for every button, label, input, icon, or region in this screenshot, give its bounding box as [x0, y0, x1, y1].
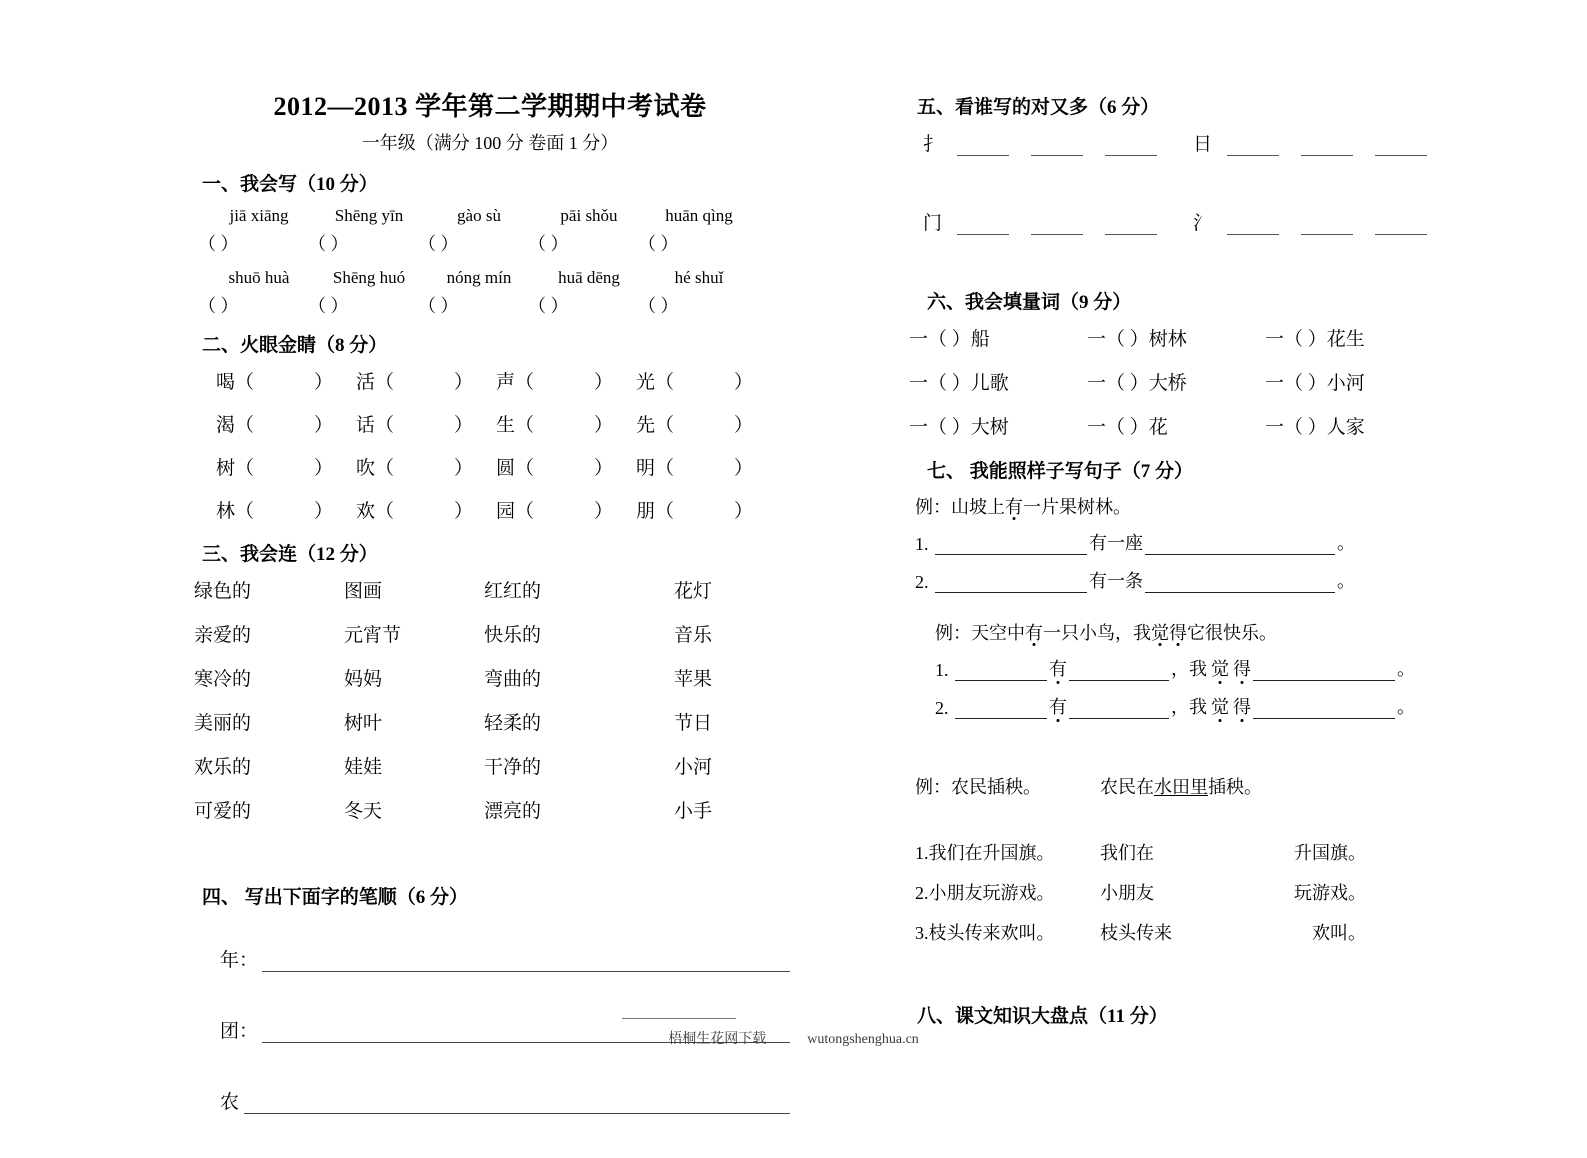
measure-word-item[interactable]: 一（ ）船: [909, 329, 990, 350]
section-6-grid: [905, 324, 1465, 439]
bracket-close: ）: [454, 458, 474, 479]
answer-bracket[interactable]: （ ）: [638, 234, 679, 254]
section-3-grid: [190, 576, 790, 823]
table-row: [194, 796, 790, 823]
char-label: 朋（: [636, 501, 675, 522]
radical-blank[interactable]: [1375, 139, 1427, 156]
match-word[interactable]: 亲爱的: [194, 625, 252, 646]
char-cell[interactable]: [216, 367, 356, 394]
example-text: 一只小鸟，我: [1043, 623, 1151, 643]
table-row: [909, 368, 1465, 395]
match-word[interactable]: 可爱的: [194, 801, 252, 822]
answer-blank[interactable]: [1069, 699, 1169, 719]
period: 。: [1397, 697, 1415, 717]
match-word[interactable]: 节日: [674, 713, 713, 734]
char-label: 圆（: [496, 458, 535, 479]
footer-divider: [622, 1018, 736, 1019]
pinyin-cell: gào sù: [457, 206, 501, 225]
bracket-close: ）: [594, 372, 614, 393]
page-title: 2012—2013 学年第二学期期中考试卷: [273, 92, 707, 121]
pinyin-cell: hé shuǐ: [674, 268, 724, 287]
rewrite-area: [1100, 839, 1366, 865]
bracket-close: ）: [454, 415, 474, 436]
answer-blank[interactable]: [935, 535, 1087, 555]
stroke-char-label: 农: [220, 1092, 240, 1113]
fixed-text: ，我: [1171, 697, 1207, 717]
section-7-heading: 七、 我能照样子写句子（7 分）: [927, 461, 1194, 482]
emphasis-char: 觉: [1209, 693, 1231, 719]
section-1-heading: 一、我会写（10 分）: [202, 174, 378, 195]
right-column: [905, 92, 1465, 1038]
bracket-close: ）: [734, 501, 754, 522]
answer-row: [905, 879, 1465, 905]
radical-blank[interactable]: [957, 218, 1009, 235]
measure-word-item[interactable]: 一（ ）大树: [909, 417, 1009, 438]
radical-group: [1193, 208, 1463, 235]
match-word[interactable]: 冬天: [344, 801, 383, 822]
match-word[interactable]: 轻柔的: [484, 713, 542, 734]
match-word[interactable]: 寒冷的: [194, 669, 252, 690]
match-word[interactable]: 漂亮的: [484, 801, 542, 822]
measure-word-item[interactable]: 一（ ）人家: [1265, 417, 1365, 438]
stroke-char-label: 团：: [220, 1021, 259, 1042]
footer-site-name: 梧桐生花网下载: [668, 1032, 767, 1047]
char-cell[interactable]: [216, 410, 356, 437]
table-row: [216, 410, 790, 437]
bracket-close: ）: [314, 501, 334, 522]
fixed-text: 小朋友: [1100, 883, 1154, 903]
example-text: 农民在: [1100, 777, 1154, 797]
match-word[interactable]: 小河: [674, 757, 713, 778]
answer-blank[interactable]: [955, 699, 1047, 719]
rewrite-area: [1100, 919, 1366, 945]
underlined-phrase: 水田里: [1154, 777, 1208, 797]
char-cell[interactable]: [216, 453, 356, 480]
char-label: 喝（: [216, 372, 255, 393]
radical-label: 扌: [923, 134, 943, 155]
fixed-text: 有一条: [1089, 571, 1143, 591]
measure-word-item[interactable]: 一（ ）花生: [1265, 329, 1365, 350]
char-label: 声（: [496, 372, 535, 393]
fixed-text: 欢叫。: [1312, 923, 1366, 943]
bracket-close: ）: [734, 458, 754, 479]
spacer: [190, 840, 790, 882]
radical-group: [923, 208, 1193, 235]
radical-label: 氵: [1193, 213, 1213, 234]
example-rewrite: [1100, 773, 1262, 799]
pinyin-cell: Shēng yīn: [334, 206, 404, 225]
pinyin-cell: pāi shǒu: [560, 206, 618, 225]
section-4-heading: 四、 写出下面字的笔顺（6 分）: [202, 887, 469, 908]
answer-row: [905, 529, 1465, 555]
stroke-order-row: [220, 945, 790, 972]
match-word[interactable]: 美丽的: [194, 713, 252, 734]
char-cell[interactable]: [356, 496, 496, 523]
match-word[interactable]: 元宵节: [344, 625, 402, 646]
answer-bracket[interactable]: （ ）: [198, 234, 239, 254]
table-row: [216, 367, 790, 394]
match-word[interactable]: 花灯: [674, 581, 713, 602]
match-word[interactable]: 红红的: [484, 581, 542, 602]
fixed-text: 枝头传来: [1100, 923, 1172, 943]
char-cell[interactable]: [216, 496, 356, 523]
answer-row: [905, 567, 1465, 593]
answer-row: [905, 919, 1465, 945]
radical-group: [1193, 129, 1463, 156]
bracket-close: ）: [314, 372, 334, 393]
answer-blank[interactable]: [935, 573, 1087, 593]
spacer: [905, 959, 1465, 1001]
fixed-text: 有一座: [1089, 533, 1143, 553]
section-8-heading: 八、课文知识大盘点（11 分）: [917, 1006, 1168, 1027]
footer-site-url: wutongshenghua.cn: [807, 1032, 919, 1047]
table-row: [194, 708, 790, 735]
stroke-answer-line[interactable]: [244, 1093, 790, 1114]
answer-bracket[interactable]: （ ）: [198, 296, 239, 316]
item-number: 1.: [915, 534, 929, 554]
emphasis-char: 觉: [1151, 623, 1169, 643]
emphasis-char: 有: [1047, 693, 1069, 719]
answer-blank[interactable]: [1145, 535, 1335, 555]
answer-bracket[interactable]: （ ）: [638, 296, 679, 316]
radical-row: [923, 129, 1465, 156]
char-label: 明（: [636, 458, 675, 479]
char-cell[interactable]: [636, 496, 776, 523]
table-row: [194, 576, 790, 603]
char-label: 树（: [216, 458, 255, 479]
answer-row: [905, 839, 1465, 865]
bracket-close: ）: [454, 372, 474, 393]
measure-word-item[interactable]: 一（ ）小河: [1265, 373, 1365, 394]
radical-blank[interactable]: [1227, 218, 1279, 235]
match-word[interactable]: 树叶: [344, 713, 383, 734]
answer-row: [905, 655, 1465, 681]
radical-row: [923, 208, 1465, 235]
table-row: [194, 620, 790, 647]
table-row: [194, 752, 790, 779]
match-word[interactable]: 图画: [344, 581, 383, 602]
fixed-text: 升国旗。: [1294, 843, 1366, 863]
char-cell[interactable]: [496, 410, 636, 437]
source-sentence: 1.我们在升国旗。: [915, 843, 1055, 863]
match-word[interactable]: 妈妈: [344, 669, 383, 690]
emphasis-char: 有: [1047, 655, 1069, 681]
pinyin-cell: Shēng huó: [332, 268, 406, 287]
bracket-close: ）: [734, 372, 754, 393]
answer-bracket-row-2[interactable]: [190, 292, 790, 318]
example-sentence-1: [905, 493, 1465, 519]
char-cell[interactable]: [356, 367, 496, 394]
radical-blank[interactable]: [1375, 218, 1427, 235]
char-label: 光（: [636, 372, 675, 393]
radical-group: [923, 129, 1193, 156]
radical-label: 门: [923, 213, 943, 234]
section-3-heading: 三、我会连（12 分）: [202, 544, 378, 565]
measure-word-item[interactable]: 一（ ）大桥: [1087, 373, 1187, 394]
char-cell[interactable]: [636, 453, 776, 480]
match-word[interactable]: 欢乐的: [194, 757, 252, 778]
char-label: 渴（: [216, 415, 255, 436]
match-word[interactable]: 音乐: [674, 625, 713, 646]
period: 。: [1337, 571, 1355, 591]
radical-blank[interactable]: [1105, 218, 1157, 235]
measure-word-item[interactable]: 一（ ）树林: [1087, 329, 1187, 350]
fixed-text: 玩游戏。: [1294, 883, 1366, 903]
fixed-text: ，我: [1171, 659, 1207, 679]
char-cell[interactable]: [636, 410, 776, 437]
bracket-close: ）: [454, 501, 474, 522]
match-word[interactable]: 苹果: [674, 669, 713, 690]
section-2-grid: [190, 367, 790, 523]
stroke-order-row: [220, 1087, 790, 1114]
stroke-answer-line[interactable]: [262, 951, 790, 972]
char-cell[interactable]: [496, 367, 636, 394]
pinyin-cell: shuō huà: [228, 268, 290, 287]
match-word[interactable]: 娃娃: [344, 757, 383, 778]
table-row: [909, 412, 1465, 439]
char-label: 话（: [356, 415, 395, 436]
item-number: 1.: [935, 660, 949, 680]
example-sentence-2: [905, 619, 1465, 645]
char-cell[interactable]: [636, 367, 776, 394]
bracket-close: ）: [314, 458, 334, 479]
table-row: [194, 664, 790, 691]
answer-bracket[interactable]: （ ）: [418, 234, 459, 254]
answer-bracket[interactable]: （ ）: [418, 296, 459, 316]
radical-blank[interactable]: [1301, 139, 1353, 156]
item-number: 2.: [935, 698, 949, 718]
pinyin-cell: nóng mín: [446, 268, 512, 287]
section-5-heading: 五、看谁写的对又多（6 分）: [917, 97, 1160, 118]
radical-blank[interactable]: [1301, 218, 1353, 235]
answer-bracket[interactable]: （ ）: [528, 296, 569, 316]
answer-blank[interactable]: [1253, 661, 1395, 681]
table-row: [909, 324, 1465, 351]
answer-blank[interactable]: [1069, 661, 1169, 681]
source-sentence: 3.枝头传来欢叫。: [915, 923, 1055, 943]
measure-word-item[interactable]: 一（ ）儿歌: [909, 373, 1009, 394]
char-label: 生（: [496, 415, 535, 436]
spacer: [905, 731, 1465, 773]
item-number: 2.: [915, 572, 929, 592]
char-cell[interactable]: [356, 453, 496, 480]
measure-word-item[interactable]: 一（ ）花: [1087, 417, 1168, 438]
bracket-close: ）: [594, 501, 614, 522]
char-cell[interactable]: [356, 410, 496, 437]
section-2-heading: 二、火眼金睛（8 分）: [202, 335, 388, 356]
pinyin-cell: huān qìng: [665, 206, 733, 225]
answer-row: [905, 693, 1465, 719]
left-column: [190, 86, 790, 1158]
example-text: 例：农民插秧。: [915, 777, 1041, 797]
pinyin-cell: jiā xiāng: [229, 206, 289, 225]
footer-watermark: [0, 1028, 1587, 1048]
char-label: 吹（: [356, 458, 395, 479]
answer-blank[interactable]: [955, 661, 1047, 681]
answer-blank[interactable]: [1145, 573, 1335, 593]
pinyin-row-1: [190, 206, 790, 226]
period: 。: [1397, 659, 1415, 679]
char-label: 园（: [496, 501, 535, 522]
example-text: 例：山坡上: [915, 497, 1005, 517]
radical-blank[interactable]: [957, 139, 1009, 156]
match-word[interactable]: 干净的: [484, 757, 542, 778]
char-label: 先（: [636, 415, 675, 436]
answer-bracket-row-1[interactable]: [190, 230, 790, 256]
emphasis-char: 有: [1005, 497, 1023, 517]
bracket-close: ）: [314, 415, 334, 436]
pinyin-cell: huā dēng: [558, 268, 620, 287]
radical-blank[interactable]: [1105, 139, 1157, 156]
bracket-close: ）: [594, 415, 614, 436]
char-cell[interactable]: [496, 453, 636, 480]
rewrite-area: [1100, 879, 1366, 905]
stroke-char-label: 年：: [220, 950, 259, 971]
emphasis-char: 得: [1231, 655, 1253, 681]
pinyin-row-2: [190, 268, 790, 288]
example-text: 例：天空中: [935, 623, 1025, 643]
source-sentence: 2.小朋友玩游戏。: [915, 883, 1055, 903]
spacer: [190, 919, 790, 945]
spacer: [905, 813, 1465, 839]
char-cell[interactable]: [496, 496, 636, 523]
period: 。: [1337, 533, 1355, 553]
match-word[interactable]: 小手: [674, 801, 713, 822]
radical-blank[interactable]: [1031, 139, 1083, 156]
example-text: 一片果树林。: [1023, 497, 1131, 517]
answer-bracket[interactable]: （ ）: [308, 234, 349, 254]
example-sentence-3: [905, 773, 1465, 799]
char-label: 活（: [356, 372, 395, 393]
answer-bracket[interactable]: （ ）: [528, 234, 569, 254]
spacer: [905, 605, 1465, 619]
answer-bracket[interactable]: （ ）: [308, 296, 349, 316]
match-word[interactable]: 绿色的: [194, 581, 252, 602]
match-word[interactable]: 弯曲的: [484, 669, 542, 690]
answer-blank[interactable]: [1253, 699, 1395, 719]
section-6-heading: 六、我会填量词（9 分）: [927, 292, 1132, 313]
bracket-close: ）: [734, 415, 754, 436]
radical-blank[interactable]: [1031, 218, 1083, 235]
emphasis-char: 觉: [1209, 655, 1231, 681]
table-row: [216, 453, 790, 480]
char-label: 林（: [216, 501, 255, 522]
table-row: [216, 496, 790, 523]
bracket-close: ）: [594, 458, 614, 479]
page-subtitle: 一年级（满分 100 分 卷面 1 分）: [361, 133, 619, 153]
section-5-radicals: [905, 129, 1465, 235]
emphasis-char: 得: [1231, 693, 1253, 719]
char-label: 欢（: [356, 501, 395, 522]
fixed-text: 我们在: [1100, 843, 1154, 863]
radical-label: 日: [1193, 134, 1213, 155]
radical-blank[interactable]: [1227, 139, 1279, 156]
emphasis-char: 得: [1169, 623, 1187, 643]
match-word[interactable]: 快乐的: [484, 625, 542, 646]
example-text: 插秧。: [1208, 777, 1262, 797]
example-text: 它很快乐。: [1187, 623, 1277, 643]
emphasis-char: 有: [1025, 623, 1043, 643]
